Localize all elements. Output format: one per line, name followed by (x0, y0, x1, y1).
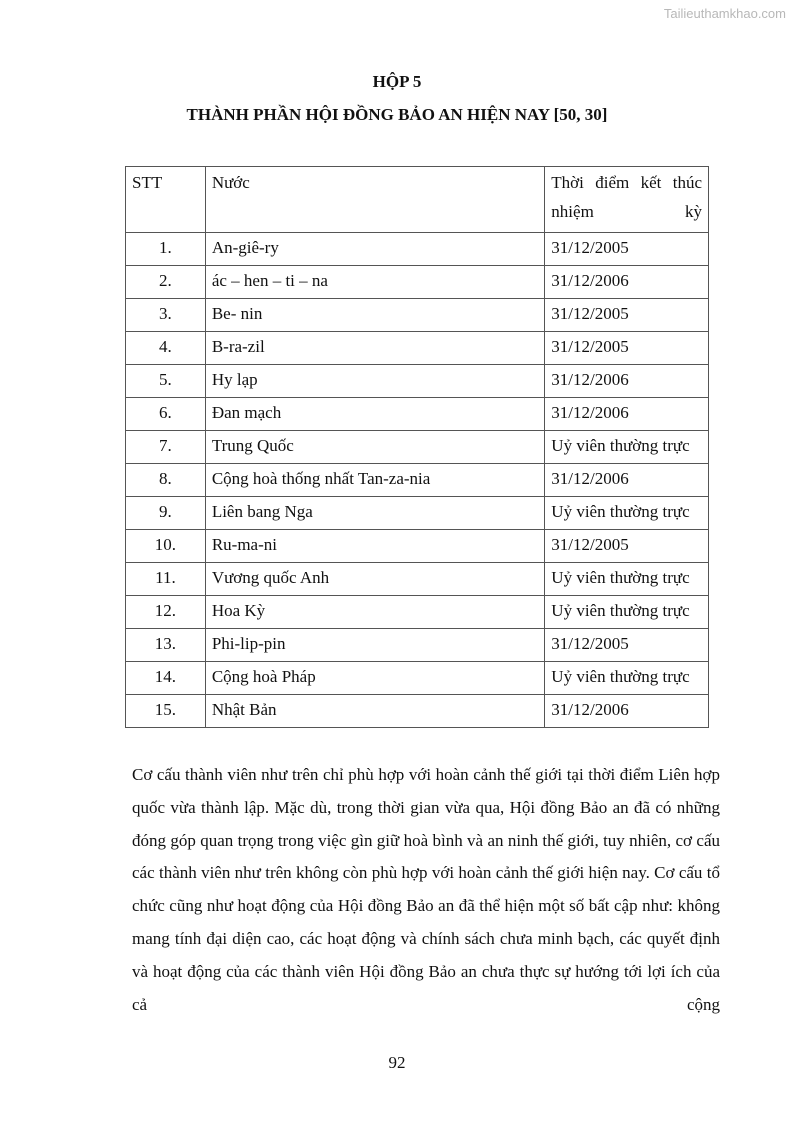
cell-term-end: Uỷ viên thường trực (545, 497, 709, 530)
cell-country: Hy lạp (205, 365, 544, 398)
table-row (126, 431, 709, 464)
table-row (126, 464, 709, 497)
cell-country: Cộng hoà Pháp (205, 662, 544, 695)
cell-term-end: 31/12/2006 (545, 398, 709, 431)
cell-country: Trung Quốc (205, 431, 544, 464)
cell-stt: 8. (126, 464, 206, 497)
table-row (126, 497, 709, 530)
cell-term-end: 31/12/2005 (545, 332, 709, 365)
table-row (126, 596, 709, 629)
cell-term-end: Uỷ viên thường trực (545, 662, 709, 695)
cell-term-end: 31/12/2006 (545, 266, 709, 299)
table-row (126, 695, 709, 728)
header-stt: STT (126, 167, 206, 233)
body-paragraph: Cơ cấu thành viên như trên chỉ phù hợp với hoàn cảnh thế giới tại thời điểm Liên hợp quốc vừa thành lập. Mặc dù, trong thời gian vừa qua, Hội đồng Bảo an đã có những đóng góp quan trọng trong việc gìn giữ hoà bình và an ninh thế giới, tuy nhiên, cơ cấu các thành viên như trên không còn phù hợp với hoàn cảnh thế giới hiện nay. Cơ cấu tổ chức cũng như hoạt động của Hội đồng Bảo an đã thể hiện một số bất cập như: không mang tính đại diện cao, các hoạt động và chính sách chưa minh bạch, các quyết định và hoạt động của các thành viên Hội đồng Bảo an chưa thực sự hướng tới lợi ích của cả cộng (132, 765, 720, 1014)
cell-stt: 4. (126, 332, 206, 365)
header-term-end: Thời điểm kết thúc nhiệm kỳ (545, 167, 709, 233)
cell-country: ác – hen – ti – na (205, 266, 544, 299)
cell-term-end: Uỷ viên thường trực (545, 596, 709, 629)
cell-term-end: 31/12/2005 (545, 530, 709, 563)
cell-country: Đan mạch (205, 398, 544, 431)
security-council-table (125, 166, 709, 728)
cell-stt: 15. (126, 695, 206, 728)
cell-stt: 9. (126, 497, 206, 530)
cell-country: An-giê-ry (205, 233, 544, 266)
table-row (126, 233, 709, 266)
table-row (126, 662, 709, 695)
cell-term-end: Uỷ viên thường trực (545, 431, 709, 464)
page-number: 92 (388, 1053, 406, 1072)
cell-country: Liên bang Nga (205, 497, 544, 530)
cell-country: Phi-lip-pin (205, 629, 544, 662)
table-row (126, 266, 709, 299)
cell-country: Ru-ma-ni (205, 530, 544, 563)
cell-stt: 3. (126, 299, 206, 332)
box-title: HỘP 5 (372, 72, 422, 91)
cell-stt: 13. (126, 629, 206, 662)
cell-stt: 11. (126, 563, 206, 596)
table-row (126, 365, 709, 398)
cell-stt: 14. (126, 662, 206, 695)
table-row (126, 332, 709, 365)
cell-country: B-ra-zil (205, 332, 544, 365)
cell-term-end: 31/12/2006 (545, 365, 709, 398)
cell-stt: 2. (126, 266, 206, 299)
cell-stt: 10. (126, 530, 206, 563)
watermark: Tailieuthamkhao.com (663, 6, 786, 21)
cell-term-end: 31/12/2005 (545, 299, 709, 332)
cell-country: Nhật Bản (205, 695, 544, 728)
cell-country: Cộng hoà thống nhất Tan-za-nia (205, 464, 544, 497)
cell-country: Be- nin (205, 299, 544, 332)
table-row (126, 299, 709, 332)
header-country: Nước (205, 167, 544, 233)
cell-term-end: 31/12/2006 (545, 695, 709, 728)
cell-term-end: 31/12/2005 (545, 233, 709, 266)
cell-stt: 7. (126, 431, 206, 464)
table-row (126, 563, 709, 596)
cell-term-end: 31/12/2006 (545, 464, 709, 497)
cell-country: Vương quốc Anh (205, 563, 544, 596)
cell-term-end: 31/12/2005 (545, 629, 709, 662)
cell-stt: 1. (126, 233, 206, 266)
table-row (126, 398, 709, 431)
cell-stt: 5. (126, 365, 206, 398)
cell-stt: 12. (126, 596, 206, 629)
box-subtitle: THÀNH PHẦN HỘI ĐỒNG BẢO AN HIỆN NAY [50, 30] (186, 105, 608, 124)
table-row (126, 530, 709, 563)
table-header-row (126, 167, 709, 233)
table-row (126, 629, 709, 662)
cell-term-end: Uỷ viên thường trực (545, 563, 709, 596)
cell-country: Hoa Kỳ (205, 596, 544, 629)
cell-stt: 6. (126, 398, 206, 431)
